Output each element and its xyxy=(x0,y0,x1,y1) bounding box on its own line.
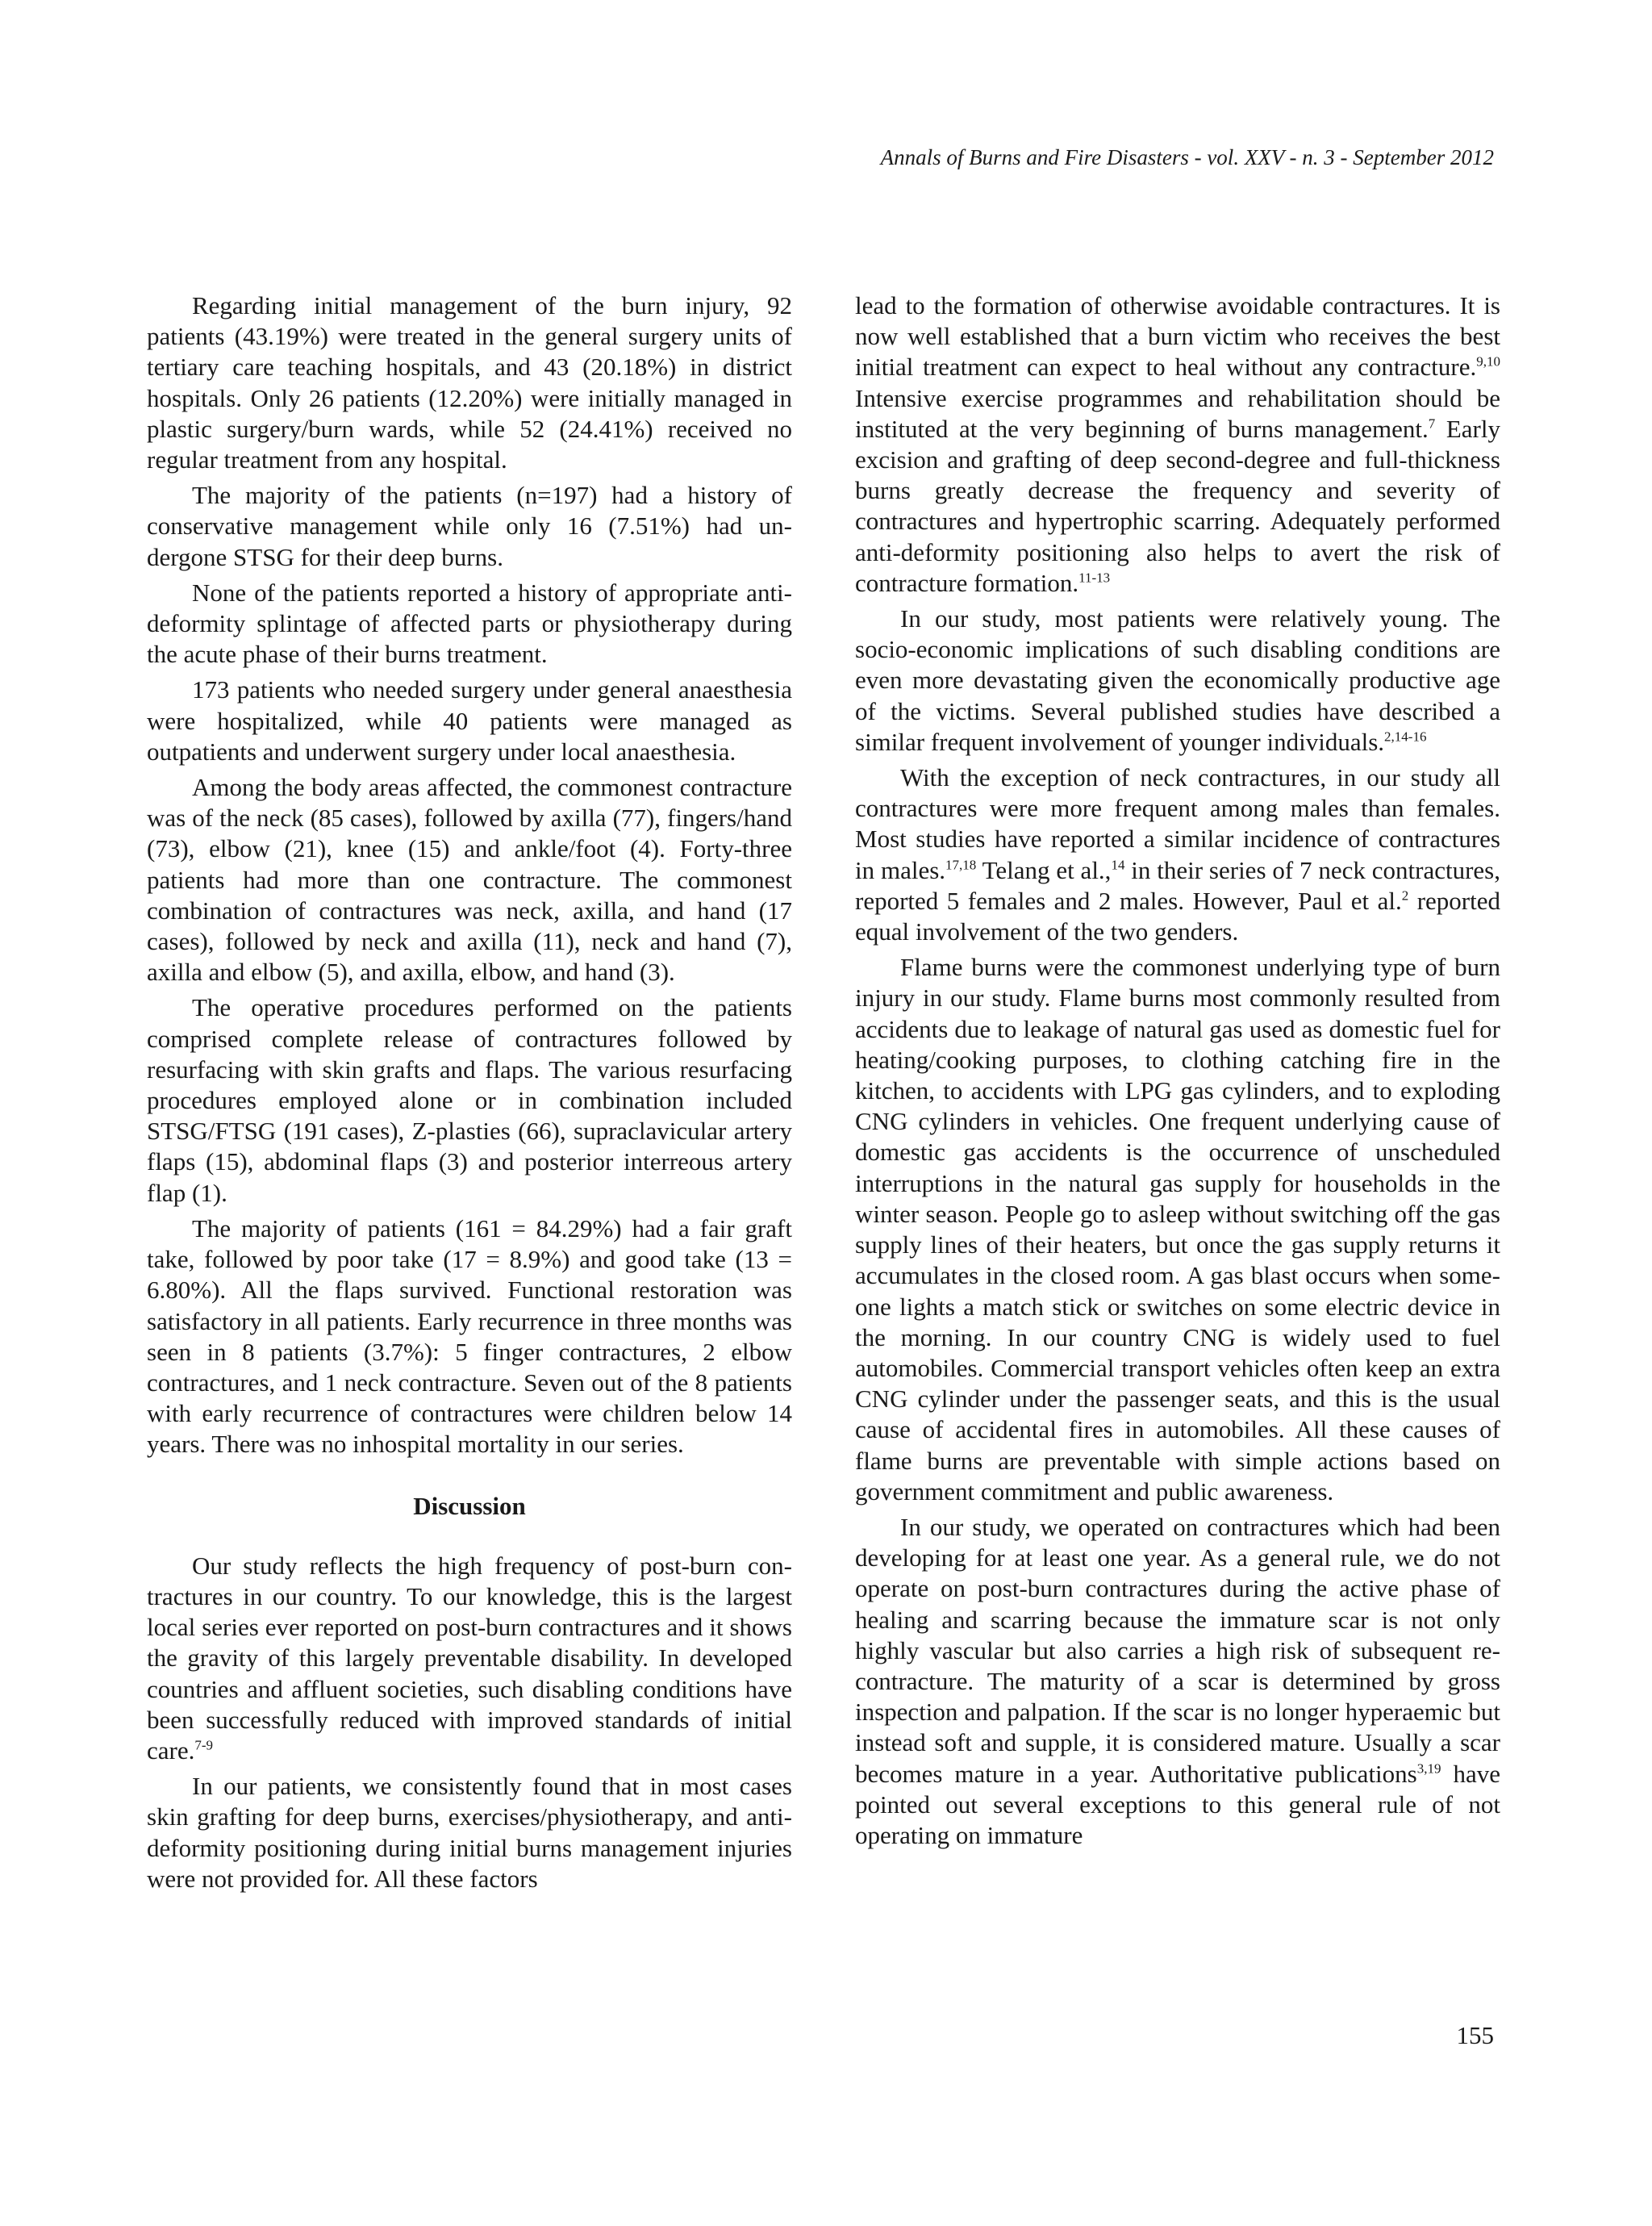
paragraph xyxy=(855,762,1500,947)
paragraph: Flame burns were the commonest underlying type of burn injury in our study. Flame burns most commonly resulted from accidents due to leakage of natural gas used as domestic fuel for heating/cooking purposes, to clothing catching fire in the kitchen, to accidents with LPG gas cylinders, and to exploding CNG cylinders in vehicles. One frequent underlying cause of domestic gas accidents is the occurrence of unscheduled interruptions in the natural gas supply for households in the winter season. People go to asleep without switching off the gas supply lines of their heaters, but once the gas supply returns it accumulates in the closed room. A gas blast occurs when someone lights a match stick or switches on some electric device in the morning. In our country CNG is widely used to fuel automobiles. Commercial transport vehicles often keep an extra CNG cylinder under the passenger seats, and this is the usual cause of accidental fires in automobiles. All these causes of flame burns are preventable with simple actions based on government commitment and public awareness. xyxy=(855,953,1500,1506)
citation-ref: 2 xyxy=(1401,887,1409,904)
paragraph xyxy=(147,1551,792,1766)
paragraph-text: With the exception of neck contractures, in our study all contractures were more frequent among males than females. Most studies have reported a similar incidence of contractures in males. xyxy=(855,763,1500,884)
citation-ref: 14 xyxy=(1111,857,1125,873)
right-column xyxy=(855,290,1500,1856)
citation-ref: 7-9 xyxy=(194,1737,214,1753)
paragraph-text: in their series of 7 neck contractures, reported 5 females and 2 males. However, Paul et al. xyxy=(855,855,1500,915)
paragraph: None of the patients reported a history of appropriate anti-deformity splintage of affected parts or physiotherapy during the acute phase of their burns treatment. xyxy=(147,578,792,669)
paragraph: Among the body areas affected, the commonest contracture was of the neck (85 cases), followed by axilla (77), fingers/hand (73), elbow (21), knee (15) and ankle/foot (4). Forty-three patients had more than one contracture. The commonest combination of contractures was neck, axilla, and hand (17 cases), followed by neck and axilla (11), neck and hand (7), axilla and elbow (5), and axilla, elbow, and hand (3). xyxy=(147,773,792,987)
paragraph-text: Intensive exercise programmes and rehabilitation should be instituted at the very beginning of burns management. xyxy=(855,383,1500,443)
paragraph-text: lead to the formation of otherwise avoidable contractures. It is now well established that a burn victim who receives the best initial treatment can expect to heal without any contracture. xyxy=(855,291,1500,382)
citation-ref: 2,14-16 xyxy=(1384,729,1427,745)
paragraph-text: reported equal involvement of the two genders. xyxy=(855,886,1500,946)
citation-ref: 7 xyxy=(1428,416,1436,432)
left-column xyxy=(147,290,792,1899)
paragraph: In our patients, we consistently found that in most cases skin grafting for deep burns, exercises/physiotherapy, and anti-deformity positioning during initial burns management injuries were not provided for. All these factors xyxy=(147,1772,792,1893)
citation-ref: 17,18 xyxy=(945,857,977,873)
paragraph: 173 patients who needed surgery under general anaesthesia were hospitalized, while 40 patients were managed as outpatients and underwent surgery under local anaesthesia. xyxy=(147,675,792,766)
paragraph xyxy=(855,603,1500,758)
paragraph: The operative procedures performed on the patients comprised complete release of contractures followed by resurfacing with skin grafts and flaps. The various resurfacing procedures employed alone or in combination included STSG/FTSG (191 cases), Z-plasties (66), supraclavicular artery flaps (15), abdominal flaps (3) and posterior interreous artery flap (1). xyxy=(147,993,792,1207)
paragraph-text: Early excision and grafting of deep second-degree and full-thickness burns greatly decrease the frequency and severity of contractures and hypertrophic scarring. Adequately performed anti-deformity positioning also helps to avert the risk of contracture formation. xyxy=(855,414,1500,597)
paragraph-text: In our study, we operated on contractures which had been developing for at least one year. As a general rule, we do not operate on post-burn contractures during the active phase of healing and scarring because the immature scar is not only highly vascular but also carries a high risk of subsequent re-contracture. The maturity of a scar is determined by gross inspection and palpation. If the scar is no longer hyperaemic but instead soft and supple, it is considered mature. Usually a scar becomes mature in a year. Authoritative publications xyxy=(855,1512,1500,1788)
paragraph: The majority of patients (161 = 84.29%) had a fair graft take, followed by poor take (17 = 8.9%) and good take (13 = 6.80%). All the flaps survived. Functional restoration was satisfactory in all patients. Early recurrence in three months was seen in 8 patients (3.7%): 5 finger contractures, 2 elbow contractures, and 1 neck contracture. Seven out of the 8 patients with early recurrence of contractures were children below 14 years. There was no inhospital mortality in our series. xyxy=(147,1213,792,1459)
running-header: Annals of Burns and Fire Disasters - vol. XXV - n. 3 - September 2012 xyxy=(880,145,1494,169)
section-heading-discussion: Discussion xyxy=(413,1491,526,1520)
paragraph-text: Telang et al., xyxy=(976,855,1112,884)
paragraph-text: Our study reflects the high frequency of post-burn contractures in our country. To our knowledge, this is the largest local series ever reported on post-burn contractures and it shows the gravity of this largely preventable disability. In developed countries and affluent societies, such disabling conditions have been successfully reduced with improved standards of initial care. xyxy=(147,1551,792,1765)
paragraph xyxy=(855,1512,1500,1851)
paragraph-text: In our study, most patients were relatively young. The socio-economic implications of such disabling conditions are even more devastating given the economically productive age of the victims. Several published studies have described a similar frequent involvement of younger individuals. xyxy=(855,604,1500,756)
paragraph xyxy=(855,290,1500,599)
paragraph: The majority of the patients (n=197) had a history of conservative management while only 16 (7.51%) had undergone STSG for their deep burns. xyxy=(147,481,792,571)
paragraph-text: have pointed out several exceptions to this general rule of not operating on immature xyxy=(855,1759,1500,1849)
citation-ref: 3,19 xyxy=(1416,1760,1441,1777)
page-number: 155 xyxy=(1456,2021,1494,2049)
citation-ref: 11-13 xyxy=(1078,570,1111,586)
citation-ref: 9,10 xyxy=(1476,354,1500,370)
paragraph: Regarding initial management of the burn injury, 92 patients (43.19%) were treated in the general surgery units of tertiary care teaching hospitals, and 43 (20.18%) in district hospitals. Only 26 patients (12.20%) were initially managed in plastic surgery/burn wards, while 52 (24.41%) received no regular treatment from any hospital. xyxy=(147,291,792,474)
